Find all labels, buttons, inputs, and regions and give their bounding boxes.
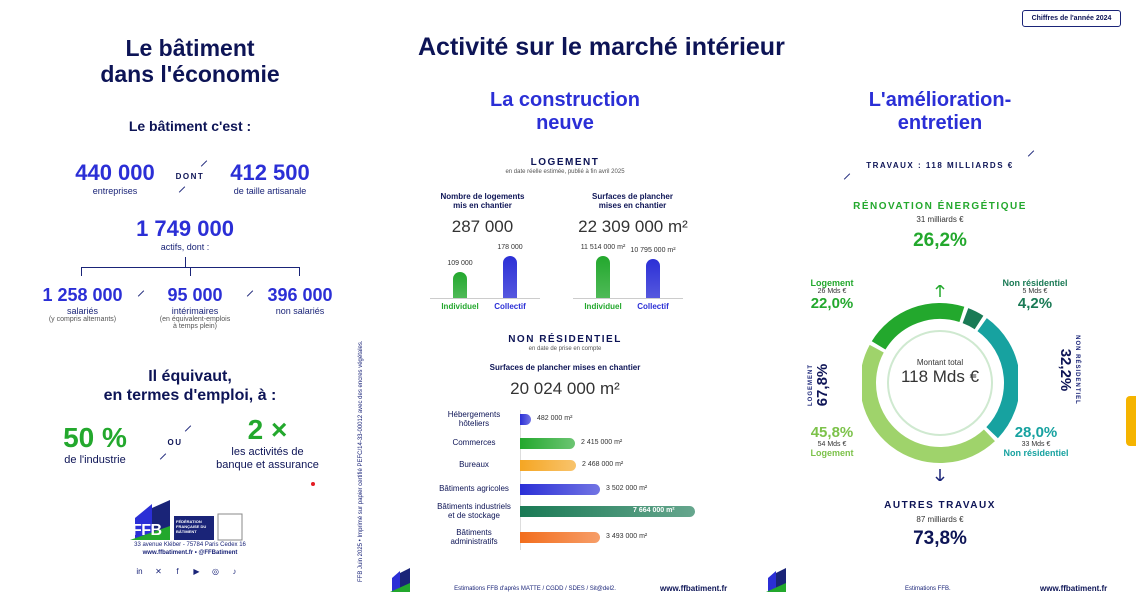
surf-total: 22 309 000 m² (578, 217, 688, 236)
donut-slice-1 (965, 316, 979, 323)
nb-bar-group-label-1: Collectif (494, 302, 526, 311)
stat-nonsalaries: 396 000 non salariés (267, 285, 333, 316)
nb-bar-group-baseline (430, 298, 540, 299)
nonres-bar-2 (520, 460, 576, 471)
ffb-mini-logo-1 (390, 568, 416, 592)
surf-bar-group-value-0: 11 514 000 m² (580, 244, 626, 251)
surf-bar-group-label-1: Collectif (637, 302, 669, 311)
nonres-value-0: 482 000 m² (537, 415, 573, 422)
nonres-value-2: 2 468 000 m² (582, 461, 624, 468)
bracket-stem (185, 257, 186, 267)
stat-industrie: 50 % de l'industrie (63, 422, 127, 466)
nonres-note: en date de prise en compte (528, 346, 602, 352)
amel-footer-url: www.ffbatiment.fr (1040, 584, 1108, 593)
surf-bar-group-bar-1 (646, 259, 660, 298)
x-icon[interactable]: ✕ (155, 567, 162, 576)
logement-title: LOGEMENT (530, 157, 600, 168)
equiv-heading: Il équivaut, en termes d'emploi, à : (103, 368, 277, 404)
surf-bar-group-bar-0 (596, 256, 610, 298)
nonres-value-5: 3 493 000 m² (606, 533, 648, 540)
ou-slash-bottom (160, 453, 166, 459)
vertical-note: FFB Juin 2025 • Imprimé sur papier certifié PEFC/14-33-00012 avec des encres végétales. (358, 340, 364, 582)
address: 33 avenue Kléber - 75784 Paris Cedex 16 (134, 542, 246, 548)
facebook-icon[interactable]: f (176, 567, 179, 576)
travaux-slash-top (1028, 150, 1034, 156)
nonres-category-2: Bureaux (459, 460, 489, 469)
nonres-category-1: Commerces (452, 438, 496, 447)
nb-total: 287 000 (451, 217, 514, 236)
bracket-mid (190, 267, 191, 276)
amel-title: L'amélioration- entretien (868, 89, 1012, 134)
nonres-bar-3 (520, 484, 600, 495)
bracket-left (81, 267, 82, 276)
log-side: LOGEMENT 67,8% (808, 363, 831, 407)
nr-side: NON RÉSIDENTIEL 32,2% (1057, 335, 1080, 405)
amel-footer-note: Estimations FFB. (905, 586, 951, 592)
social-icons (127, 561, 247, 576)
nonres-chart (430, 410, 730, 560)
nr-top: Non résidentiel 5 Mds € 4,2% (1002, 278, 1068, 312)
dont-slash-top (201, 160, 207, 166)
log-bot: 45,8% 54 Mds € Logement (810, 424, 854, 458)
nonres-value-3: 3 502 000 m² (606, 485, 648, 492)
dont-label: DONT (175, 172, 205, 181)
ffb-logo-text: FFB (132, 522, 162, 539)
nb-bar-group (425, 240, 545, 320)
nonres-bar-5 (520, 532, 600, 543)
reno-pct: 26,2% (913, 230, 967, 251)
surf-bar-group-value-1: 10 795 000 m² (630, 247, 676, 254)
youtube-icon[interactable]: ▶ (193, 567, 200, 576)
travaux-slash-bottom (844, 173, 850, 179)
ffb-mini-logo-2 (766, 568, 792, 592)
surf-bar-group-baseline (573, 298, 683, 299)
contacts: www.ffbatiment.fr • @FFBatiment (142, 550, 238, 556)
bracket-right (299, 267, 300, 276)
nonres-category-4: Bâtiments industriels et de stockage (437, 502, 511, 520)
stat-banque: 2 × les activités de banque et assurance (216, 414, 319, 471)
nb-bar-group-bar-0 (453, 272, 467, 298)
tiktok-icon[interactable]: ♪ (232, 567, 237, 576)
donut-center: Montant total 118 Mds € (900, 358, 980, 386)
nonres-category-0: Hébergements hôteliers (447, 410, 501, 428)
nb-bar-group-value-0: 109 000 (447, 260, 473, 267)
neuf-footer-url: www.ffbatiment.fr (660, 584, 728, 593)
year-badge: Chiffres de l'année 2024 (1022, 10, 1121, 27)
stat-actifs: 1 749 000 actifs, dont : (136, 216, 234, 252)
surf-title: Surfaces de plancher mises en chantier (592, 192, 673, 210)
ffb-logo (130, 500, 245, 542)
nonres-total: 20 024 000 m² (510, 379, 620, 398)
nb-bar-group-value-1: 178 000 (497, 244, 523, 251)
neuf-title: La construction neuve (489, 89, 640, 134)
donut-slice-0 (879, 311, 962, 345)
autres-title: AUTRES TRAVAUX (884, 500, 996, 511)
surf-bar-group-label-0: Individuel (584, 302, 622, 311)
stat-entreprises: 440 000 entreprises (75, 160, 155, 196)
ffb-logo-sub: FÉDÉRATION FRANÇAISE DU BÂTIMENT (176, 519, 207, 534)
autres-pct: 73,8% (913, 528, 967, 549)
nonres-title: NON RÉSIDENTIEL (508, 334, 622, 345)
stat-interim: 95 000 intérimaires (en équivalent-emplois à temps plein) (159, 285, 231, 330)
nonres-axis (520, 410, 521, 550)
nb-bar-group-bar-1 (503, 256, 517, 298)
reno-amount: 31 milliards € (916, 215, 964, 224)
ou-label: OU (167, 438, 183, 447)
slash-2 (247, 290, 253, 296)
left-title: Le bâtiment dans l'économie (100, 35, 280, 87)
travaux-total: TRAVAUX : 118 MILLIARDS € (866, 161, 1014, 170)
left-subtitle: Le bâtiment c'est : (128, 118, 252, 134)
slash-1 (138, 290, 144, 296)
ou-slash-top (185, 425, 191, 431)
arrow-down-icon (936, 469, 944, 481)
nonres-bar-0 (520, 414, 531, 425)
log-top: Logement 26 Mds € 22,0% (810, 278, 854, 312)
nonres-category-3: Bâtiments agricoles (439, 484, 509, 493)
nb-title: Nombre de logements mis en chantier (440, 192, 525, 210)
arrow-up-icon (936, 285, 944, 297)
nonres-bar-1 (520, 438, 575, 449)
stat-salaries: 1 258 000 salariés (y compris alternants) (42, 285, 123, 323)
reno-title: RÉNOVATION ÉNERGÉTIQUE (853, 201, 1027, 212)
red-dot (311, 482, 315, 486)
logement-note: en date réelle estimée, publié à fin avril 2025 (505, 169, 625, 175)
nb-bar-group-label-0: Individuel (441, 302, 479, 311)
main-title: Activité sur le marché intérieur (418, 33, 785, 61)
autres-amount: 87 milliards € (916, 515, 964, 524)
instagram-icon[interactable]: ◎ (212, 567, 219, 576)
edge-tab (1126, 396, 1136, 446)
neuf-footer-note: Estimations FFB d'après MATTE / CGDD / SDES / Sit@del2. (454, 586, 616, 592)
nonres-value-4: 7 664 000 m² (633, 507, 675, 514)
surf-bar-group (568, 240, 698, 320)
linkedin-icon[interactable]: in (136, 567, 143, 576)
nonres-value-1: 2 415 000 m² (581, 439, 623, 446)
nonres-sub: Surfaces de plancher mises en chantier (489, 363, 641, 372)
nonres-category-5: Bâtiments administratifs (450, 528, 498, 546)
dont-slash-bottom (179, 186, 185, 192)
stat-artisanale: 412 500 de taille artisanale (230, 160, 310, 196)
nr-bot: 28,0% 33 Mds € Non résidentiel (1003, 424, 1069, 458)
